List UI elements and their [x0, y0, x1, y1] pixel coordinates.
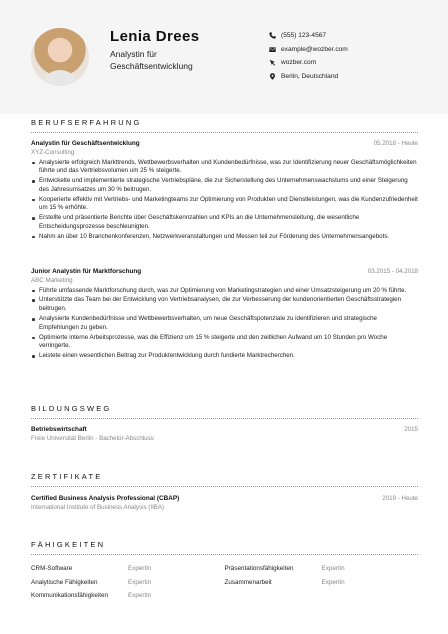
- bullet-item: Unterstützte das Team bei der Entwicklung von Vertriebsanalysen, die zur Verbesserung der kundenorientierten Geschäftsstrategien beitrugen.: [31, 296, 418, 313]
- certificate-entry: [31, 495, 418, 511]
- contact-website-text: wozber.com: [281, 59, 317, 67]
- contact-phone-text: (555) 123-4567: [281, 32, 327, 40]
- link-icon: [268, 59, 276, 67]
- education-entry: [31, 426, 418, 442]
- section-divider: [31, 486, 418, 487]
- section-title-skills: FÄHIGKEITEN: [31, 540, 106, 549]
- contact-location-text: Berlin, Deutschland: [281, 72, 339, 80]
- skill-name: Analytische Fähigkeiten: [31, 578, 98, 586]
- phone-icon: [268, 32, 276, 40]
- skill-item: [31, 565, 225, 572]
- skill-level: Expertin: [321, 565, 345, 573]
- section-divider: [31, 418, 418, 419]
- skill-name: Zusammenarbeit: [224, 578, 272, 586]
- contact-email: [268, 43, 348, 57]
- skill-name: Präsentationsfähigkeiten: [224, 565, 294, 573]
- job-bullets: [31, 159, 418, 242]
- bullet-item: Analysierte erfolgreich Markttrends, Wettbewerbsverhalten und Kundenbedürfnisse, was zur Identifizierung neuer Geschäftsmöglichkeiten führte und das Vertriebsvolumen um 25 % steigerte.: [31, 159, 418, 176]
- skill-row: [31, 589, 418, 603]
- skill-level: Expertin: [128, 592, 152, 600]
- resume-header: [0, 0, 448, 114]
- candidate-title: Analystin für Geschäftsentwicklung: [110, 49, 193, 71]
- bullet-item: Leistete einen wesentlichen Beitrag zur Produktentwicklung durch fundierte Marktrecherchen.: [31, 352, 418, 361]
- skill-item: [31, 592, 229, 599]
- bullet-item: Kooperierte effektiv mit Vertriebs- und Marketingteams zur Optimierung von Produkten und Dienstleistungen, was die Kundenzufriedenheit um 15 % erhöhte.: [31, 196, 418, 213]
- contact-email-text: example@wozber.com: [281, 45, 348, 53]
- contact-location: [268, 70, 348, 84]
- email-icon: [268, 45, 276, 53]
- profile-photo: [31, 28, 89, 86]
- skill-name: Kommunikationsfähigkeiten: [31, 592, 109, 600]
- job-company: XYZ-Consulting: [31, 148, 75, 156]
- bullet-item: Führte umfassende Marktforschung durch, was zur Optimierung von Marketingstrategien und einer Umsatzsteigerung um 20 % führte.: [31, 287, 418, 296]
- degree-institution: Freie Universität Berlin - Bachelor-Abschluss: [31, 434, 154, 442]
- job-bullets: [31, 287, 418, 361]
- skill-level: Expertin: [321, 578, 345, 586]
- job-company: ABC Marketing: [31, 276, 73, 284]
- contact-list: [268, 29, 348, 83]
- contact-website: [268, 56, 348, 70]
- skill-row: [31, 562, 418, 576]
- section-title-certificates: ZERTIFIKATE: [31, 472, 103, 481]
- skill-item: [31, 579, 225, 586]
- experience-entry: [31, 140, 418, 243]
- contact-phone: [268, 29, 348, 43]
- section-title-education: BILDUNGSWEG: [31, 404, 112, 413]
- section-title-experience: BERUFSERFAHRUNG: [31, 118, 142, 127]
- skill-item: [225, 565, 419, 572]
- degree-date: 2015: [404, 426, 418, 433]
- candidate-name: Lenia Drees: [110, 28, 200, 45]
- location-icon: [268, 72, 276, 80]
- section-divider: [31, 554, 418, 555]
- skills-grid: [31, 562, 418, 603]
- certificate-date: 2019 - Heute: [382, 495, 418, 502]
- bullet-item: Nahm an über 10 Branchenkonferenzen, Netzwerkveranstaltungen und Messen teil zur Förderung des Unternehmensangebots.: [31, 233, 418, 242]
- bullet-item: Erstellte und präsentierte Berichte über Geschäftskennzahlen und KPIs an die Unternehmensleitung, die wesentliche Entscheidungsprozesse beschleunigten.: [31, 214, 418, 231]
- bullet-item: Entwickelte und implementierte strategische Vertriebspläne, die zur Sicherstellung des Unternehmenswachstums und einer Steigerung des Jahresumsatzes um 30 % beitrugen.: [31, 177, 418, 194]
- skill-item: [225, 579, 419, 586]
- skill-level: Expertin: [128, 578, 152, 586]
- job-title: Analystin für Geschäftsentwicklung: [31, 140, 140, 147]
- bullet-item: Analysierte Kundenbedürfnisse und Wettbewerbsverhalten, um neue Geschäftspotenziale zu identifizieren und strategische Empfehlungen zu geben.: [31, 315, 418, 332]
- skill-name: CRM-Software: [31, 565, 73, 573]
- skill-row: [31, 576, 418, 590]
- bullet-item: Optimierte interne Arbeitsprozesse, was die Effizienz um 15 % steigerte und den zeitlichen Aufwand um 10 Stunden pro Woche verringerte.: [31, 334, 418, 351]
- experience-entry: [31, 268, 418, 362]
- certificate-issuer: International Institute of Business Analysis (IIBA): [31, 503, 165, 511]
- skill-level: Expertin: [128, 565, 152, 573]
- certificate-title: Certified Business Analysis Professional (CBAP): [31, 495, 180, 502]
- degree-title: Betriebswirtschaft: [31, 426, 87, 433]
- job-title: Junior Analystin für Marktforschung: [31, 268, 142, 275]
- job-date: 03.2015 - 04.2018: [367, 268, 418, 275]
- job-date: 05.2018 - Heute: [373, 140, 418, 147]
- section-divider: [31, 132, 418, 133]
